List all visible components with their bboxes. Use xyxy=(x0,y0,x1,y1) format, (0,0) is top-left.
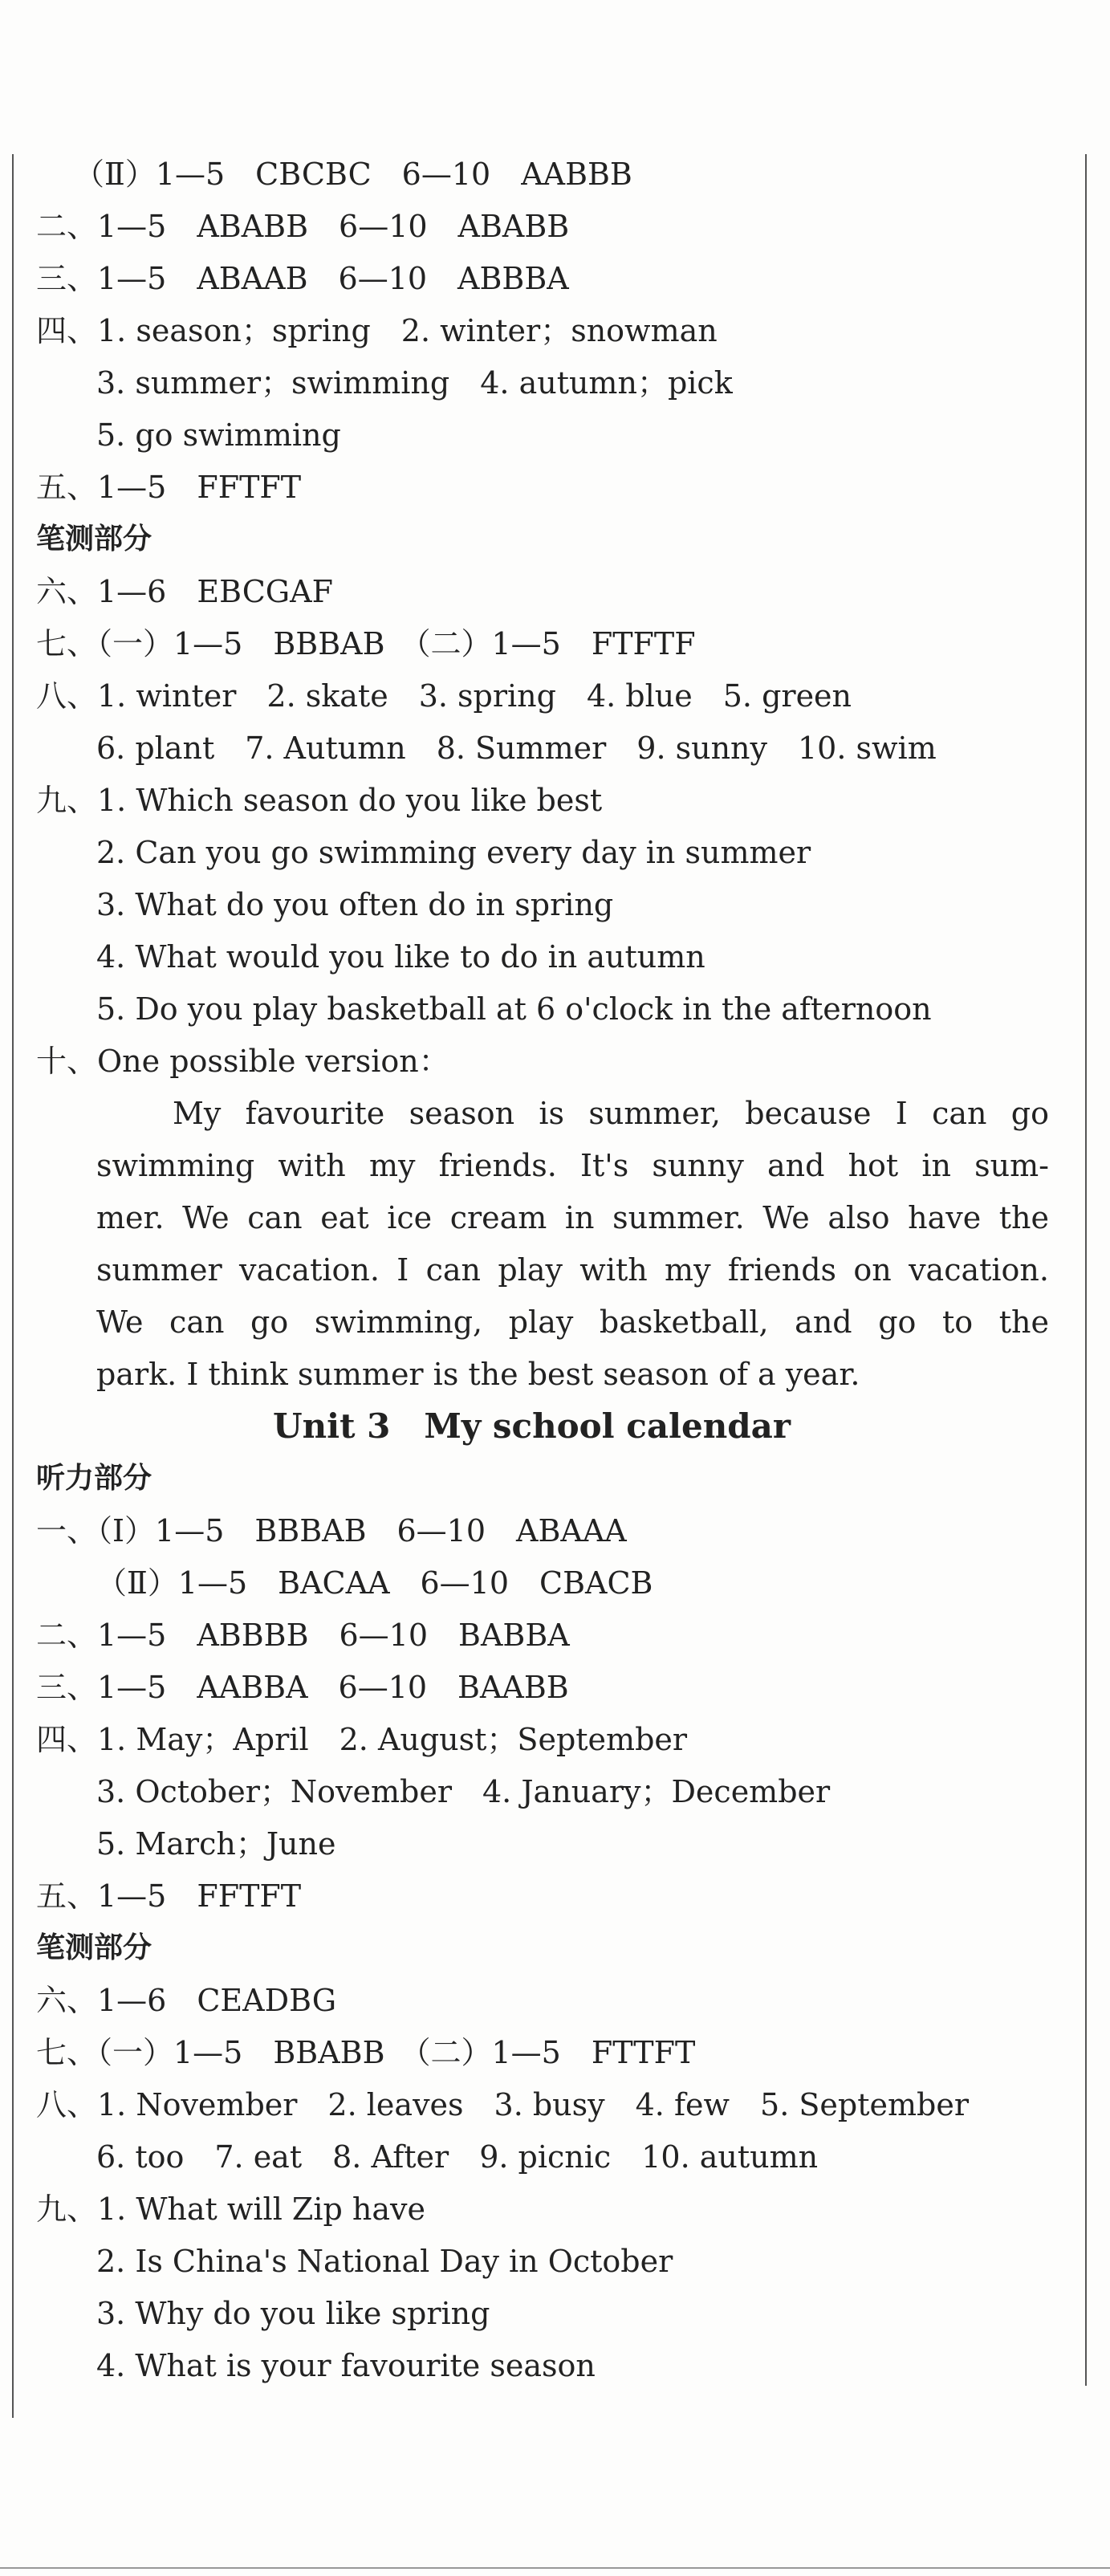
answer-line: 一、（Ⅰ）1—5 BBBAB 6—10 ABAAA xyxy=(36,1513,627,1548)
left-margin-rule xyxy=(12,154,14,2418)
answer-line: 五、1—5 FFTFT xyxy=(36,1878,302,1914)
answer-line: 三、1—5 ABAAB 6—10 ABBBA xyxy=(36,261,569,296)
answer-line: 3. Why do you like spring xyxy=(96,2296,490,2331)
essay-line: We can go swimming, play basketball, and go to the xyxy=(96,1304,1049,1340)
answer-line: 六、1—6 EBCGAF xyxy=(36,574,333,609)
answer-line: 四、1. May；April 2. August；September xyxy=(36,1722,688,1757)
bottom-rule xyxy=(0,2567,1110,2569)
answer-line: 六、1—6 CEADBG xyxy=(36,1983,337,2018)
answer-line: 4. What would you like to do in autumn xyxy=(96,939,705,975)
essay-line: summer vacation. I can play with my friends on vacation. xyxy=(96,1252,1049,1288)
right-margin-rule xyxy=(1085,154,1087,2386)
answer-line: 4. What is your favourite season xyxy=(96,2348,596,2383)
answer-line: 3. summer；swimming 4. autumn；pick xyxy=(96,365,733,401)
unit-title: Unit 3 My school calendar xyxy=(273,1406,791,1446)
answer-line: 十、One possible version： xyxy=(36,1044,449,1079)
essay-line: swimming with my friends. It's sunny and hot in sum- xyxy=(96,1148,1049,1183)
answer-line: 2. Can you go swimming every day in summer xyxy=(96,835,811,870)
answer-line: 3. October；November 4. January；December xyxy=(96,1774,831,1809)
answer-line: 二、1—5 ABBBB 6—10 BABBA xyxy=(36,1618,570,1653)
answer-line: 3. What do you often do in spring xyxy=(96,887,614,922)
answer-line: 四、1. season；spring 2. winter；snowman xyxy=(36,313,718,348)
answer-line: 5. Do you play basketball at 6 o'clock in the afternoon xyxy=(96,991,932,1027)
answer-line: 八、1. winter 2. skate 3. spring 4. blue 5. green xyxy=(36,678,852,714)
answer-line: 七、（一）1—5 BBABB （二）1—5 FTTFT xyxy=(36,2035,696,2070)
answer-line: 八、1. November 2. leaves 3. busy 4. few 5. September xyxy=(36,2087,969,2122)
answer-line: 6. too 7. eat 8. After 9. picnic 10. autumn xyxy=(96,2139,819,2175)
answer-line: 七、（一）1—5 BBBAB （二）1—5 FTFTF xyxy=(36,626,696,661)
answer-line: 九、1. What will Zip have xyxy=(36,2191,425,2227)
essay-line: My favourite season is summer, because I can go xyxy=(173,1096,1049,1131)
answer-line: 2. Is China's National Day in October xyxy=(96,2244,673,2279)
section-heading: 听力部分 xyxy=(36,1462,152,1495)
section-heading: 笔测部分 xyxy=(36,523,152,555)
answer-line: （Ⅱ）1—5 CBCBC 6—10 AABBB xyxy=(74,157,632,192)
essay-line: park. I think summer is the best season of a year. xyxy=(96,1357,860,1392)
section-heading: 笔测部分 xyxy=(36,1931,152,1964)
answer-line: 五、1—5 FFTFT xyxy=(36,470,302,505)
answer-line: 二、1—5 ABABB 6—10 ABABB xyxy=(36,209,570,244)
answer-line: 九、1. Which season do you like best xyxy=(36,783,603,818)
answer-line: 5. March；June xyxy=(96,1826,336,1862)
answer-line: 6. plant 7. Autumn 8. Summer 9. sunny 10. swim xyxy=(96,730,937,766)
essay-line: mer. We can eat ice cream in summer. We also have the xyxy=(96,1200,1049,1235)
answer-line: （Ⅱ）1—5 BACAA 6—10 CBACB xyxy=(96,1565,653,1601)
answer-line: 5. go swimming xyxy=(96,417,341,453)
answer-line: 三、1—5 AABBA 6—10 BAABB xyxy=(36,1670,569,1705)
